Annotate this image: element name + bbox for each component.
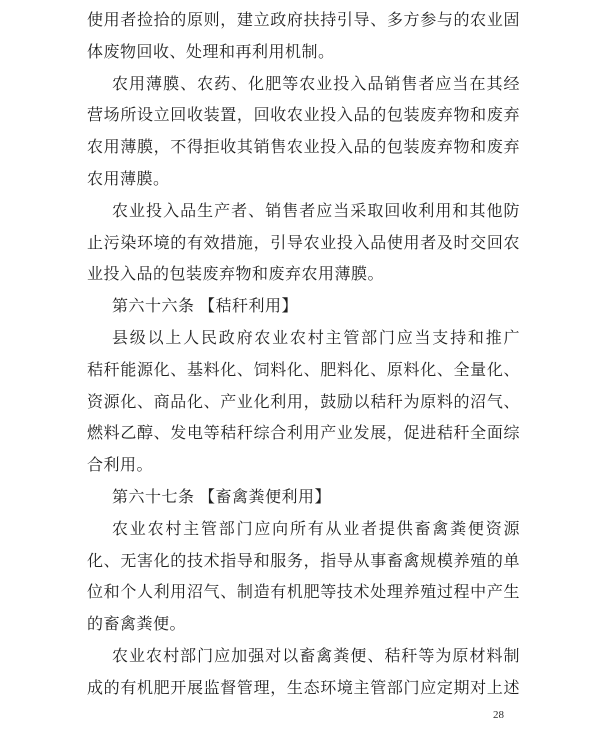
- text-line: 体废物回收、处理和再利用机制。: [87, 43, 335, 61]
- text-line: 农业投入品生产者、销售者应当采取回收利用和其他防: [112, 202, 520, 220]
- text-line: 农用薄膜、农药、化肥等农业投入品销售者应当在其经: [112, 75, 520, 93]
- text-line: 止污染环境的有效措施，引导农业投入品使用者及时交回农: [87, 234, 520, 252]
- text-line: 农用薄膜。: [87, 170, 170, 188]
- text-line: 农用薄膜，不得拒收其销售农业投入品的包装废弃物和废弃: [87, 139, 520, 157]
- text-line: 资源化、商品化、产业化利用，鼓励以秸秆为原料的沼气、: [87, 393, 520, 411]
- text-line: 农业农村主管部门应向所有从业者提供畜禽粪便资源: [112, 520, 520, 538]
- page-number: 28: [493, 709, 504, 721]
- article-heading-66: 第六十六条 【秸秆利用】: [112, 298, 299, 316]
- article-heading-67: 第六十七条 【畜禽粪便利用】: [112, 488, 332, 506]
- text-line: 化、无害化的技术指导和服务，指导从事畜禽规模养殖的单: [87, 552, 520, 570]
- text-line: 成的有机肥开展监督管理，生态环境主管部门应定期对上述: [87, 679, 520, 697]
- text-line: 使用者捡拾的原则，建立政府扶持引导、多方参与的农业固: [87, 12, 520, 29]
- text-line: 业投入品的包装废弃物和废弃农用薄膜。: [87, 266, 385, 284]
- text-line: 农业农村部门应加强对以畜禽粪便、秸秆等为原材料制: [112, 647, 520, 665]
- text-line: 营场所设立回收装置，回收农业投入品的包装废弃物和废弃: [87, 107, 520, 125]
- text-line: 县级以上人民政府农业农村主管部门应当支持和推广: [112, 329, 520, 347]
- text-line: 位和个人利用沼气、制造有机肥等技术处理养殖过程中产生: [87, 584, 520, 602]
- document-text-block: [87, 5, 520, 705]
- text-line: 合利用。: [87, 457, 154, 475]
- text-line: 燃料乙醇、发电等秸秆综合利用产业发展，促进秸秆全面综: [87, 425, 520, 443]
- text-line: 秸秆能源化、基料化、饲料化、肥料化、原料化、全量化、: [87, 361, 520, 379]
- text-line: 的畜禽粪便。: [87, 616, 187, 634]
